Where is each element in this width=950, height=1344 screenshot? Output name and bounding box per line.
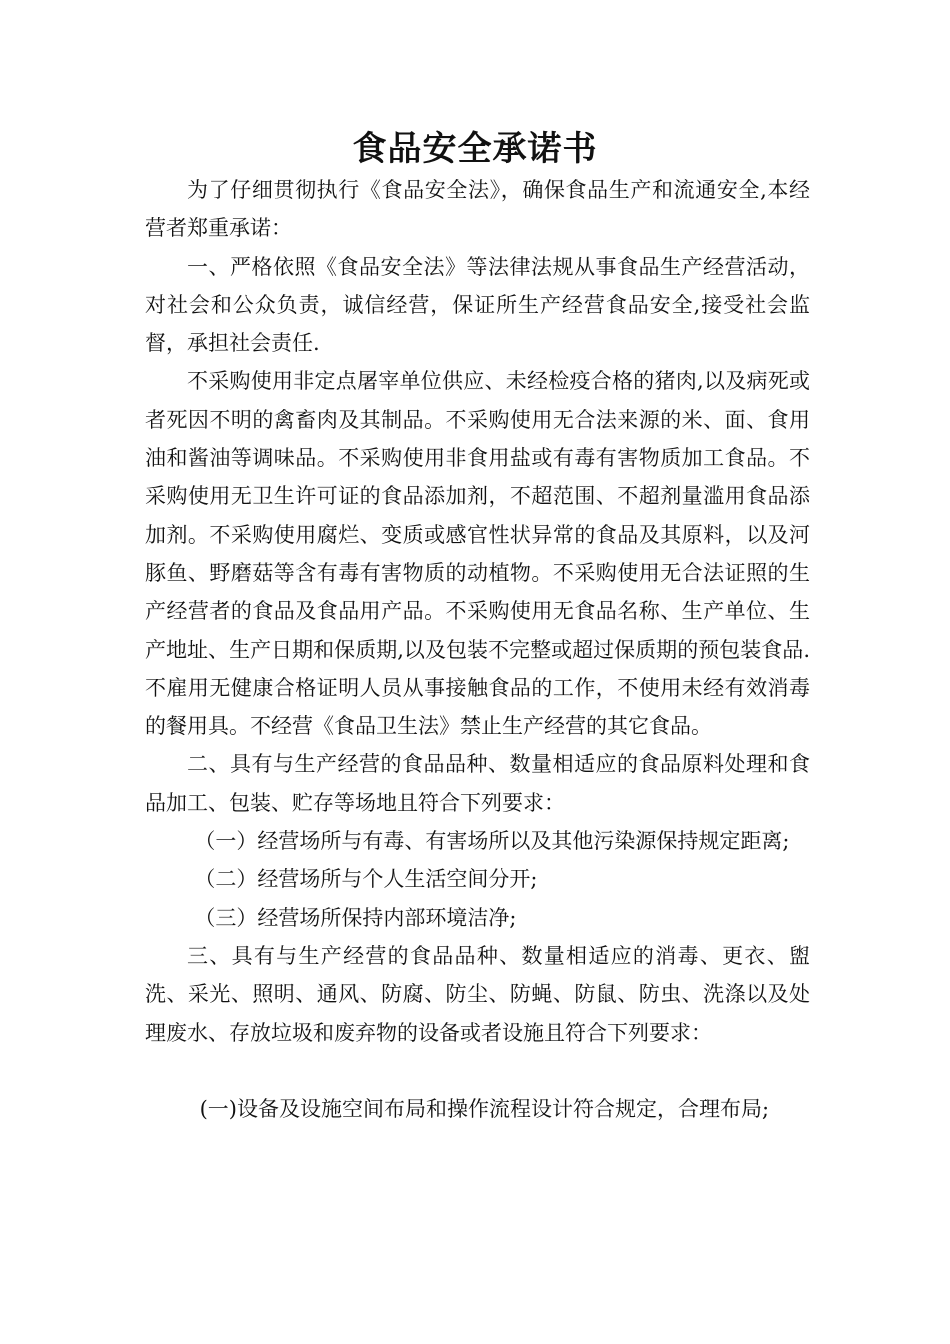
paragraph-section-2-item-2: （二）经营场所与个人生活空间分开; <box>194 867 538 892</box>
paragraph-procurement: 不采购使用非定点屠宰单位供应、未经检疫合格的猪肉,以及病死或者死因不明的禽畜肉及其制品。不采购使用无合法来源的米、面、食用油和酱油等调味品。不采购使用非食用盐或有毒有害物质加工食品。不采购使用无卫生许可证的食品添加剂，不超范围、不超剂量滥用食品添加剂。不采购使用腐烂、变质或感官性状异常的食品及其原料，以及河豚鱼、野磨菇等含有毒有害物质的动植物。不采购使用无合法证照的生产经营者的食品及食品用产品。不采购使用无食品名称、生产单位、生产地址、生产日期和保质期,以及包装不完整或超过保质期的预包装食品.不雇用无健康合格证明人员从事接触食品的工作，不使用未经有效消毒的餐用具。不经营《食品卫生法》禁止生产经营的其它食品。 <box>145 369 810 739</box>
document-title: 食品安全承诺书 <box>352 129 598 169</box>
paragraph-intro: 为了仔细贯彻执行《食品安全法》，确保食品生产和流通安全,本经营者郑重承诺： <box>145 178 810 241</box>
paragraph-section-2-item-3: （三）经营场所保持内部环境洁净; <box>194 905 517 930</box>
paragraph-section-1: 一、严格依照《食品安全法》等法律法规从事食品生产经营活动，对社会和公众负责，诚信经营，保证所生产经营食品安全,接受社会监督，承担社会责任. <box>145 254 810 356</box>
paragraph-section-3: 三、具有与生产经营的食品品种、数量相适应的消毒、更衣、盥洗、采光、照明、通风、防腐、防尘、防蝇、防鼠、防虫、洗涤以及处理废水、存放垃圾和废弃物的设备或者设施且符合下列要求： <box>145 943 810 1045</box>
document-body <box>145 171 810 1128</box>
paragraph-section-2: 二、具有与生产经营的食品品种、数量相适应的食品原料处理和食品加工、包装、贮存等场地且符合下列要求： <box>145 752 810 815</box>
paragraph-section-2-item-1: （一）经营场所与有毒、有害场所以及其他污染源保持规定距离; <box>194 829 790 854</box>
paragraph-section-3-item-1: (一)设备及设施空间布局和操作流程设计符合规定，合理布局; <box>199 1096 770 1121</box>
